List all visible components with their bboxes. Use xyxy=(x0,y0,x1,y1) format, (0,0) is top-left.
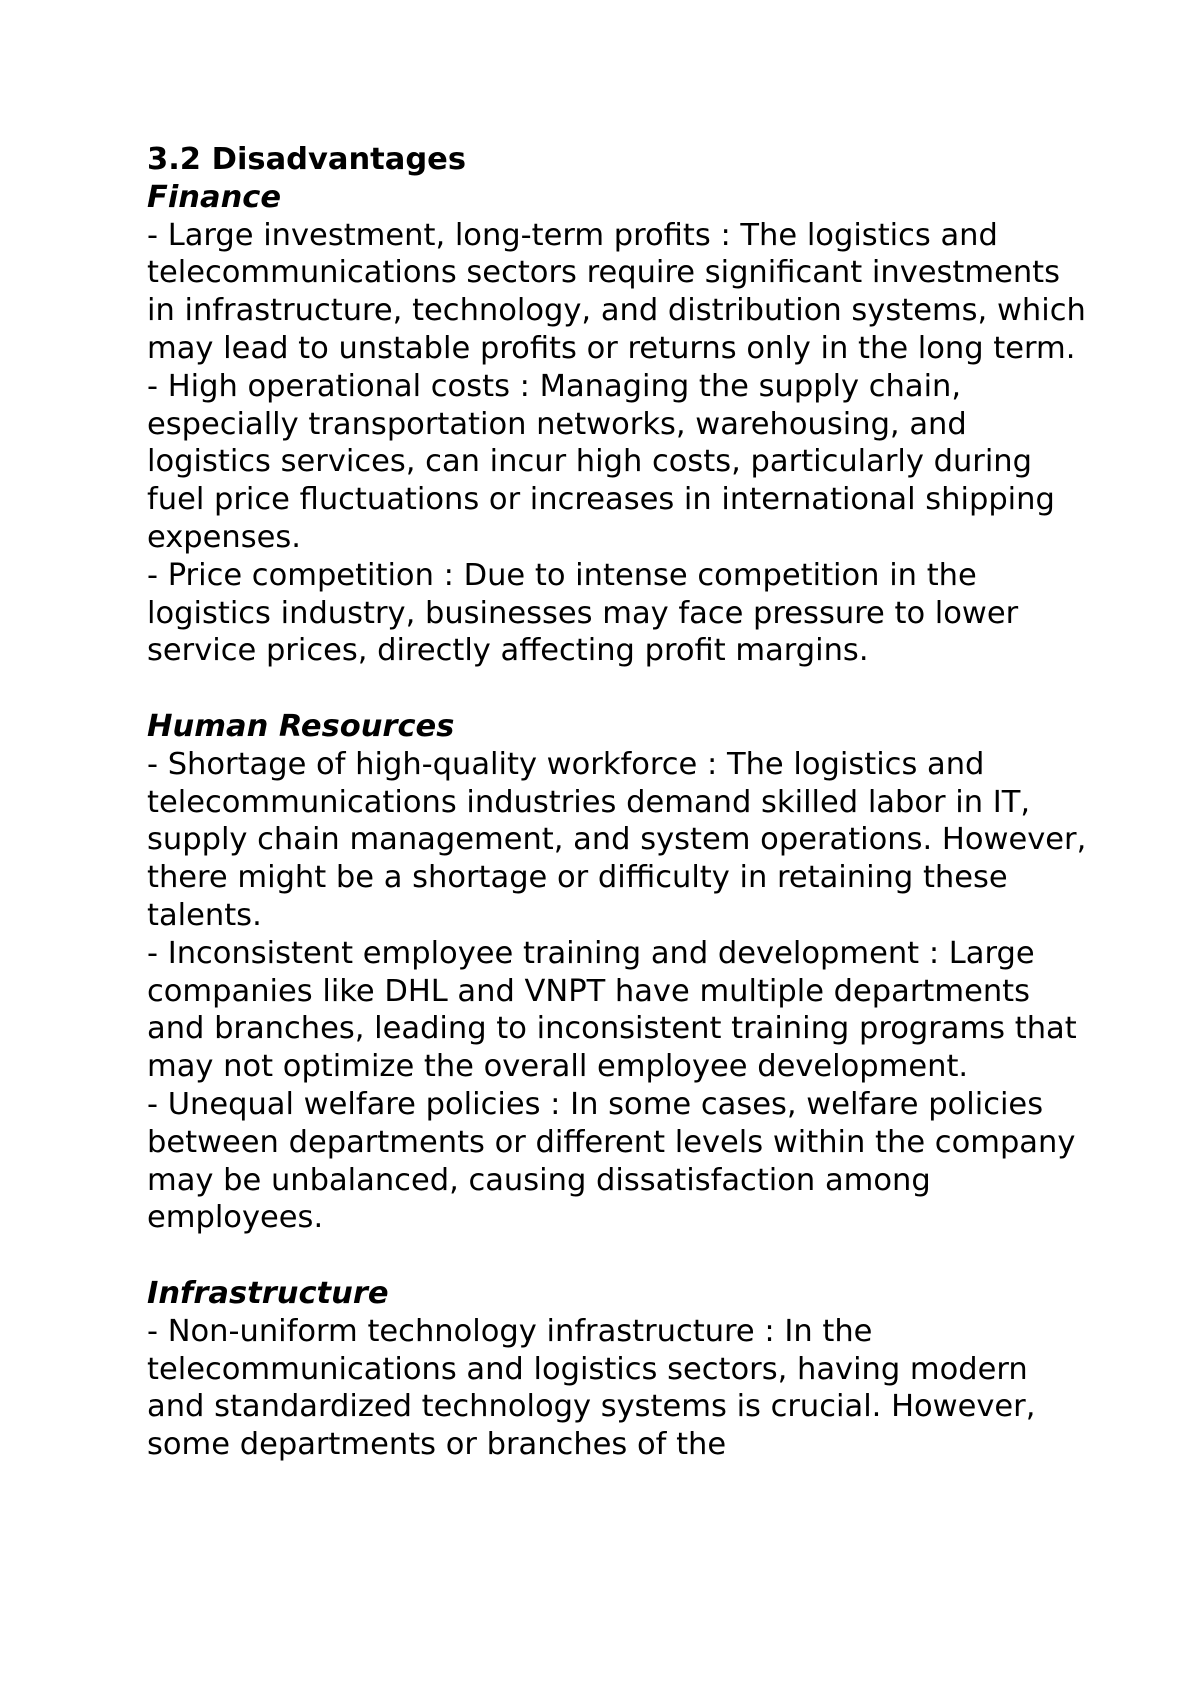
finance-point-price-competition: - Price competition : Due to intense competition in the logistics industry, businesses may face pressure to lower service prices, directly affecting profit margins. xyxy=(147,557,1019,669)
hr-point-workforce-shortage: - Shortage of high-quality workforce : The logistics and telecommunications industries demand skilled labor in IT, supply chain management, and system operations. However, there might be a shortage or difficulty in retaining these talents. xyxy=(147,746,1087,933)
finance-heading: Finance xyxy=(147,179,282,215)
paragraph-spacer xyxy=(147,1237,1087,1275)
human-resources-heading: Human Resources xyxy=(147,708,455,744)
hr-point-training: - Inconsistent employee training and development : Large companies like DHL and VNPT have multiple departments and branches, leading to inconsistent training programs that may not optimize the overall employee development. xyxy=(147,935,1077,1085)
section-title: 3.2 Disadvantages xyxy=(147,142,466,177)
infrastructure-heading: Infrastructure xyxy=(147,1275,389,1311)
finance-point-investment: - Large investment, long-term profits : The logistics and telecommunications sectors require significant investments in infrastructure, technology, and distribution systems, which may lead to unstable profits or returns only in the long term. xyxy=(147,217,1086,366)
finance-point-operational-costs: - High operational costs : Managing the supply chain, especially transportation networks, warehousing, and logistics services, can incur high costs, particularly during fuel price fluctuations or increases in international shipping expenses. xyxy=(147,368,1055,555)
hr-point-welfare: - Unequal welfare policies : In some cases, welfare policies between departments or different levels within the company may be unbalanced, causing dissatisfaction among employees. xyxy=(147,1086,1076,1236)
document-page xyxy=(147,141,1087,1464)
infrastructure-point-technology: - Non-uniform technology infrastructure : In the telecommunications and logistics sectors, having modern and standardized technology systems is crucial. However, some departments or branches of the xyxy=(147,1313,1036,1463)
paragraph-spacer xyxy=(147,670,1087,708)
